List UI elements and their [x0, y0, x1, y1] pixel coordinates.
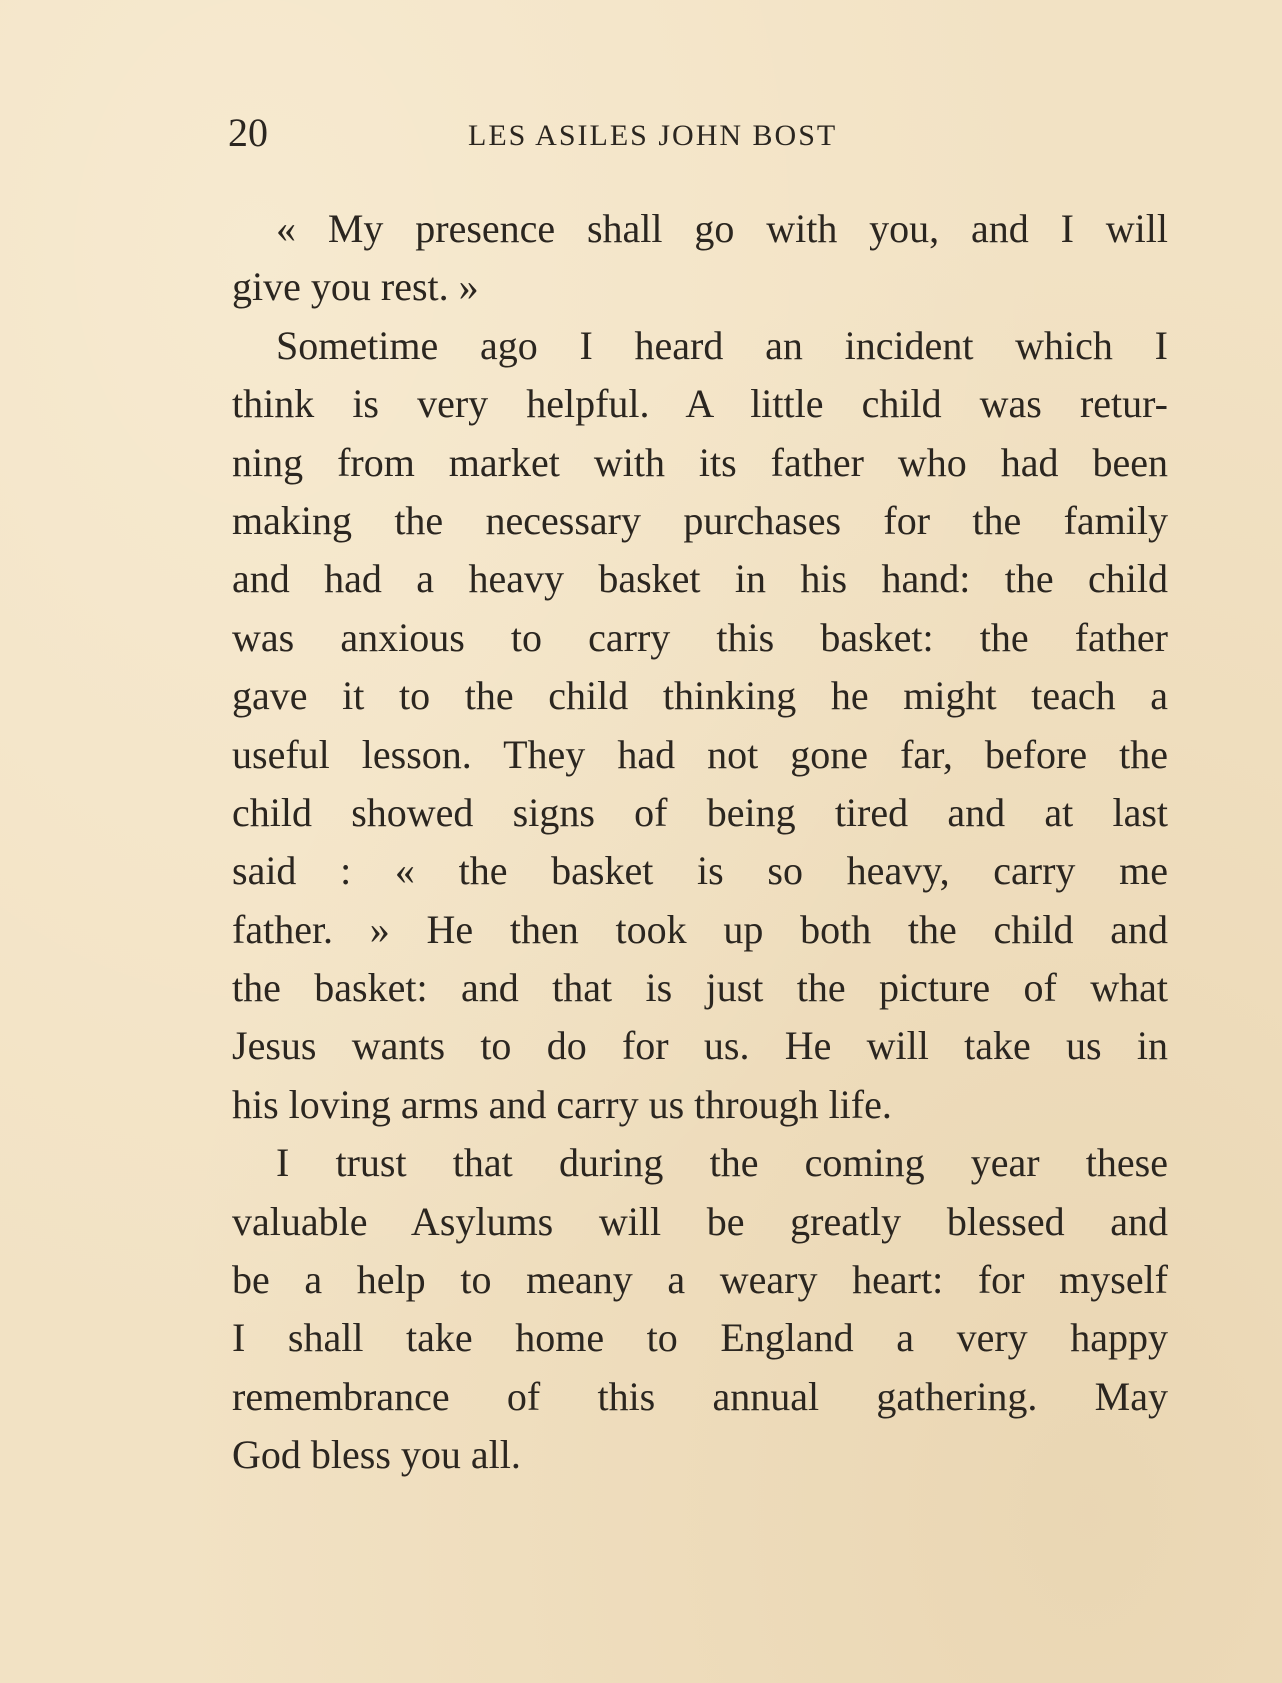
- text-line: think is very helpful. A little child was retur-: [232, 381, 1168, 427]
- text-line: child showed signs of being tired and at last: [232, 789, 1168, 835]
- text-line: give you rest. »: [232, 264, 479, 310]
- text-line: « My presence shall go with you, and I will: [276, 206, 1168, 251]
- text-line: the basket: and that is just the picture of what: [232, 965, 1168, 1011]
- text-line: ning from market with its father who had been: [232, 439, 1168, 485]
- text-line: said : « the basket is so heavy, carry me: [232, 848, 1168, 894]
- text-line: I shall take home to England a very happy: [232, 1315, 1168, 1361]
- text-line: Sometime ago I heard an incident which I: [276, 322, 1168, 368]
- running-head: [228, 108, 918, 158]
- text-line: God bless you all.: [232, 1432, 521, 1478]
- text-line: Jesus wants to do for us. He will take us in: [232, 1023, 1168, 1069]
- text-line: making the necessary purchases for the family: [232, 497, 1168, 543]
- page-number: 20: [228, 110, 268, 155]
- text-line: valuable Asylums will be greatly blessed and: [232, 1198, 1168, 1244]
- body-text: [232, 200, 1168, 1485]
- text-line: and had a heavy basket in his hand: the child: [232, 556, 1168, 602]
- text-line: his loving arms and carry us through life.: [232, 1081, 892, 1127]
- text-line: was anxious to carry this basket: the father: [232, 614, 1168, 660]
- text-line: useful lesson. They had not gone far, before the: [232, 731, 1168, 777]
- running-title: LES ASILES JOHN BOST: [468, 119, 838, 152]
- text-line: father. » He then took up both the child and: [232, 906, 1168, 952]
- text-line: gave it to the child thinking he might teach a: [232, 673, 1168, 719]
- text-line: be a help to meany a weary heart: for myself: [232, 1257, 1168, 1303]
- text-line: remembrance of this annual gathering. May: [232, 1373, 1168, 1419]
- text-line: I trust that during the coming year these: [276, 1140, 1168, 1186]
